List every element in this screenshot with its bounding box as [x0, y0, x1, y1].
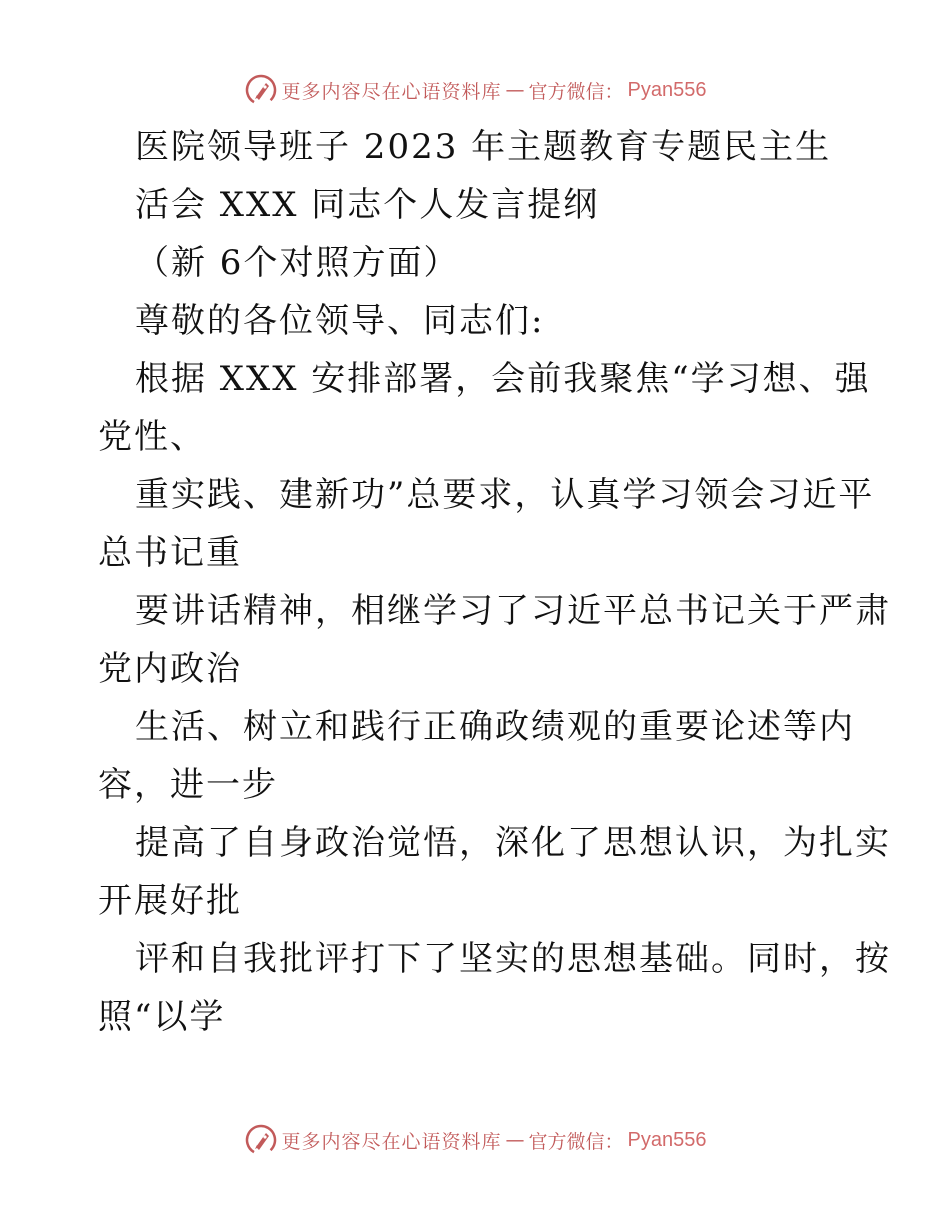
paragraph-line: 党内政治 [98, 649, 242, 689]
title-line-2: 活会 XXX 同志个人发言提纲 [135, 185, 600, 225]
pen-nib-logo-icon [244, 1123, 278, 1157]
footer-watermark [0, 1120, 950, 1160]
header-watermark [0, 70, 950, 110]
watermark-separator: — [505, 1129, 525, 1151]
watermark-separator: — [505, 79, 525, 101]
watermark-wechat-id: Pyan556 [627, 78, 707, 101]
title-line-1: 医院领导班子 2023 年主题教育专题民主生 [135, 127, 832, 167]
subtitle-line: （新 6个对照方面） [135, 243, 460, 283]
paragraph-line: 提高了自身政治觉悟，深化了思想认识，为扎实 [135, 823, 891, 863]
paragraph-line: 生活、树立和践行正确政绩观的重要论述等内 [135, 707, 855, 747]
watermark-brand: 更多内容尽在心语资料库 [281, 1130, 502, 1153]
watermark-brand: 更多内容尽在心语资料库 [281, 80, 502, 103]
paragraph-line: 根据 XXX 安排部署，会前我聚焦“学习想、强 [135, 359, 871, 399]
paragraph-line: 总书记重 [98, 533, 242, 573]
paragraph-line: 党性、 [98, 417, 206, 457]
salutation-line: 尊敬的各位领导、同志们: [135, 301, 545, 341]
paragraph-line: 要讲话精神，相继学习了习近平总书记关于严肃 [135, 591, 891, 631]
paragraph-line: 开展好批 [98, 881, 242, 921]
paragraph-line: 重实践、建新功”总要求，认真学习领会习近平 [135, 475, 875, 515]
paragraph-line: 照“以学 [98, 997, 226, 1037]
pen-nib-logo-icon [244, 73, 278, 107]
paragraph-line: 容，进一步 [98, 765, 278, 805]
watermark-wechat-label: 官方微信： [528, 80, 624, 103]
paragraph-line: 评和自我批评打下了坚实的思想基础。同时，按 [135, 939, 891, 979]
watermark-wechat-id: Pyan556 [627, 1128, 707, 1151]
watermark-wechat-label: 官方微信： [528, 1130, 624, 1153]
